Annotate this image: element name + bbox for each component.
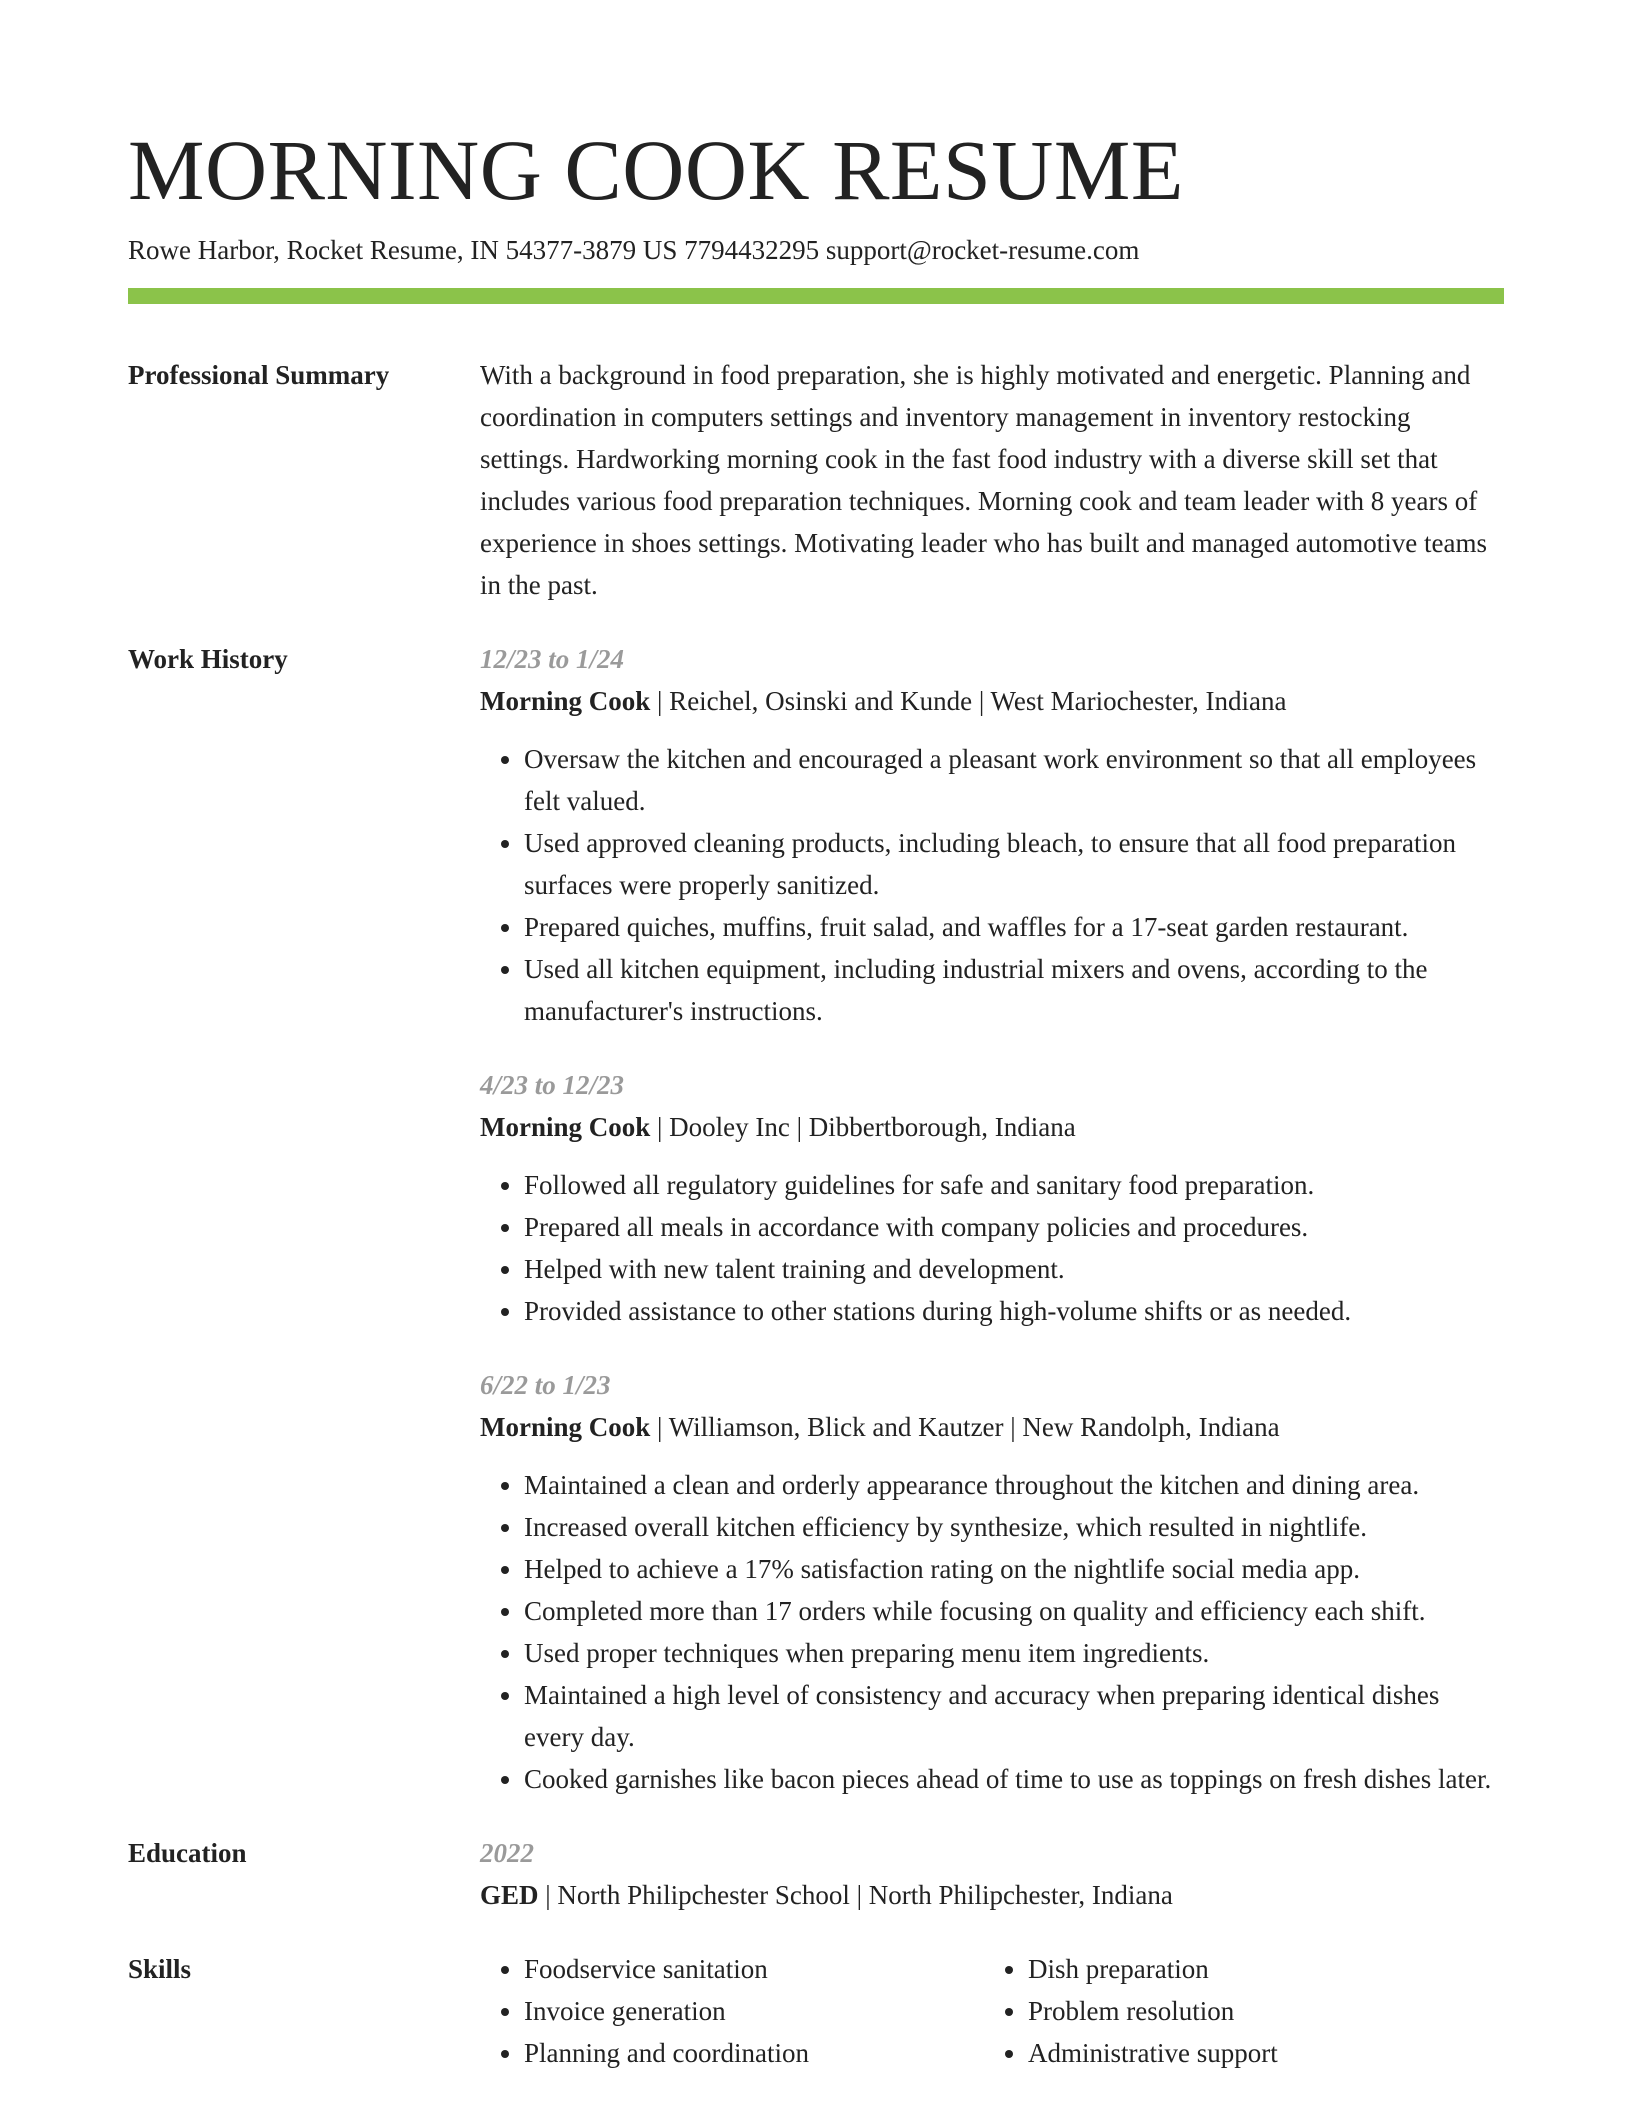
education-degree: GED [480,1880,539,1910]
job-employer-location: | Reichel, Osinski and Kunde | West Mariochester, Indiana [650,686,1287,716]
job-employer-location: | Dooley Inc | Dibbertborough, Indiana [650,1112,1076,1142]
education-line [480,1874,1504,1916]
job-bullet: • Maintained a clean and orderly appearance throughout the kitchen and dining area. [524,1464,1504,1506]
skill-item: • Problem resolution [1028,1990,1488,2032]
job-bullet: • Completed more than 17 orders while focusing on quality and efficiency each shift. [524,1590,1504,1632]
section-label-work-history: Work History [128,644,288,674]
job-entry [480,638,1504,1032]
job-bullet: • Used proper techniques when preparing menu item ingredients. [524,1632,1504,1674]
summary-section [128,354,1504,606]
job-entry [480,1364,1504,1800]
contact-line [128,232,1504,268]
skill-item: • Invoice generation [524,1990,984,2032]
job-title-line [480,1106,1504,1148]
header-divider [128,288,1504,304]
contact-email[interactable]: support@rocket-resume.com [825,235,1140,265]
resume-title: MORNING COOK RESUME [128,122,1184,218]
job-bullet: • Oversaw the kitchen and encouraged a pleasant work environment so that all employees felt valued. [524,738,1504,822]
section-label-education: Education [128,1838,247,1868]
job-bullets [480,1164,1504,1332]
work-history-section [128,638,1504,1800]
job-bullets [480,1464,1504,1800]
education-year: 2022 [480,1838,534,1868]
job-dates: 6/22 to 1/23 [480,1370,611,1400]
job-bullet: • Maintained a high level of consistency and accuracy when preparing identical dishes every day. [524,1674,1504,1758]
skills-section [128,1948,1504,2074]
job-bullet: • Helped with new talent training and development. [524,1248,1504,1290]
education-school-location: | North Philipchester School | North Philipchester, Indiana [538,1880,1173,1910]
contact-phone: 7794432295 [684,235,820,265]
job-bullet: • Increased overall kitchen efficiency by synthesize, which resulted in nightlife. [524,1506,1504,1548]
job-entry [480,1064,1504,1332]
job-bullet: • Provided assistance to other stations during high-volume shifts or as needed. [524,1290,1504,1332]
job-dates: 12/23 to 1/24 [480,644,625,674]
summary-text: With a background in food preparation, she is highly motivated and energetic. Planning and coordination in computers settings and inventory management in inventory restocking settings. Hardworking morning cook in the fast food industry with a diverse skill set that includes various food preparation techniques. Morning cook and team leader with 8 years of experience in shoes settings. Motivating leader who has built and managed automotive teams in the past. [480,360,1487,600]
job-bullet: • Used approved cleaning products, including bleach, to ensure that all food preparation surfaces were properly sanitized. [524,822,1504,906]
skills-column [984,1948,1488,2074]
education-section [128,1832,1504,1916]
work-history-body [480,638,1504,1800]
contact-address: Rowe Harbor, Rocket Resume, IN 54377-3879 US [128,235,678,265]
job-title-line [480,1406,1504,1448]
job-bullet: • Prepared all meals in accordance with company policies and procedures. [524,1206,1504,1248]
education-body [480,1832,1504,1916]
job-role: Morning Cook [480,1412,651,1442]
section-label-skills: Skills [128,1954,192,1984]
section-label-summary: Professional Summary [128,360,390,390]
job-bullet: • Prepared quiches, muffins, fruit salad, and waffles for a 17-seat garden restaurant. [524,906,1504,948]
job-bullets [480,738,1504,1032]
skills-column [480,1948,984,2074]
job-bullet: • Used all kitchen equipment, including industrial mixers and ovens, according to the manufacturer's instructions. [524,948,1504,1032]
job-role: Morning Cook [480,1112,651,1142]
job-bullet: • Followed all regulatory guidelines for safe and sanitary food preparation. [524,1164,1504,1206]
skills-grid [480,1948,1504,2074]
skill-item: • Foodservice sanitation [524,1948,984,1990]
skill-item: • Administrative support [1028,2032,1488,2074]
job-bullet: • Cooked garnishes like bacon pieces ahead of time to use as toppings on fresh dishes later. [524,1758,1504,1800]
skill-item: • Dish preparation [1028,1948,1488,1990]
job-employer-location: | Williamson, Blick and Kautzer | New Randolph, Indiana [650,1412,1280,1442]
job-role: Morning Cook [480,686,651,716]
job-dates: 4/23 to 12/23 [480,1070,625,1100]
skills-body [480,1948,1504,2074]
job-title-line [480,680,1504,722]
job-bullet: • Helped to achieve a 17% satisfaction rating on the nightlife social media app. [524,1548,1504,1590]
skill-item: • Planning and coordination [524,2032,984,2074]
resume-page [128,120,1504,2074]
